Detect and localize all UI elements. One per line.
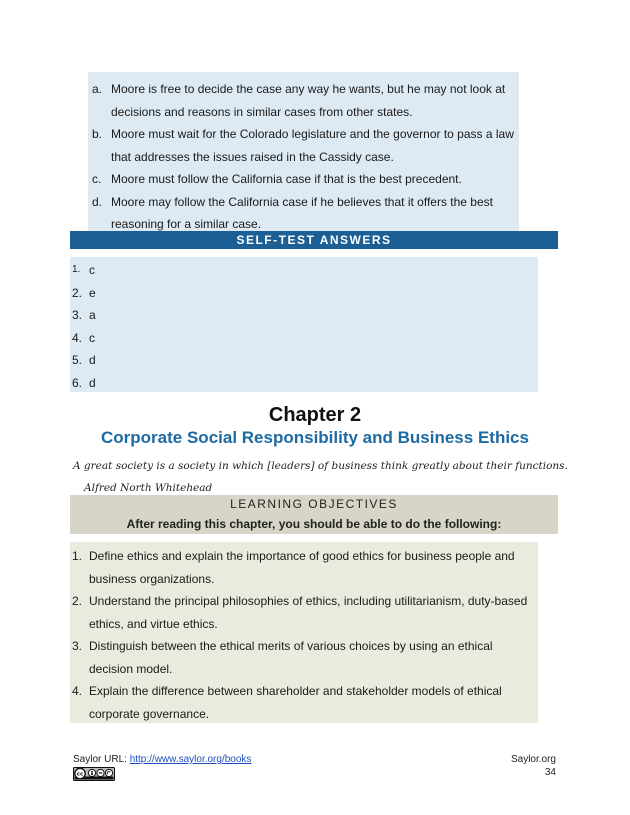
quiz-option-letter: c. — [92, 172, 102, 186]
answer-letter: a — [89, 308, 96, 322]
learning-objectives-box — [70, 542, 538, 723]
learning-objectives-list — [70, 545, 538, 725]
quiz-options-box — [88, 72, 519, 232]
objective-text: Understand the principal philosophies of ethics, including utilitarianism, duty-based ethics, and virtue ethics. — [89, 594, 528, 631]
quiz-option — [88, 191, 519, 236]
chapter-title: Corporate Social Responsibility and Business Ethics — [101, 428, 529, 447]
answer-row — [70, 259, 270, 282]
answer-row — [70, 304, 270, 327]
quiz-option — [88, 168, 519, 191]
quiz-option-text: Moore may follow the California case if he believes that it offers the best reasoning for a similar case. — [111, 194, 493, 231]
answer-number: 1. — [72, 264, 81, 275]
learning-objectives-title: LEARNING OBJECTIVES — [230, 497, 398, 511]
answer-number: 2. — [72, 285, 83, 300]
answer-row — [70, 282, 270, 305]
quiz-option-letter: a. — [92, 82, 103, 96]
quiz-option-text: Moore must wait for the Colorado legislature and the governor to pass a law that addresses the issues raised in the Cassidy case. — [111, 127, 514, 164]
quiz-option-text: Moore is free to decide the case any way he wants, but he may not look at decisions and reasons in similar cases from other states. — [111, 82, 506, 119]
answer-letter: c — [89, 330, 95, 345]
svg-text:cc: cc — [76, 771, 84, 778]
epigraph-author: Alfred North Whitehead — [84, 482, 213, 494]
quiz-option-text: Moore must follow the California case if that is the best precedent. — [111, 172, 462, 186]
answer-number: 6. — [72, 375, 83, 390]
self-test-answers-list — [70, 259, 270, 394]
objective-number: 1. — [72, 549, 83, 563]
objective-item — [70, 635, 538, 680]
objective-text: Explain the difference between shareholder and stakeholder models of ethical corporate governance. — [89, 684, 502, 721]
quiz-option — [88, 123, 519, 168]
objective-text: Distinguish between the ethical merits of various choices by using an ethical decision model. — [89, 639, 493, 676]
answer-number: 4. — [72, 330, 83, 345]
objective-number: 2. — [72, 594, 83, 608]
saylor-books-link[interactable]: http://www.saylor.org/books — [129, 754, 252, 765]
quiz-options-list — [88, 78, 519, 236]
quiz-option — [88, 78, 519, 123]
self-test-answers-header: SELF-TEST ANSWERS — [70, 231, 558, 249]
footer-url — [73, 754, 251, 765]
answer-letter: c — [89, 263, 95, 277]
answer-row — [70, 349, 270, 372]
answer-letter: d — [89, 375, 96, 390]
self-test-answers-box — [70, 257, 538, 392]
quiz-option-letter: d. — [92, 194, 103, 209]
page-number: 34 — [544, 767, 556, 778]
answer-letter: e — [89, 285, 96, 300]
learning-objectives-header — [70, 495, 558, 534]
learning-objectives-subtitle: After reading this chapter, you should be able to do the following: — [126, 517, 502, 531]
objective-item — [70, 680, 538, 725]
footer-url-label: Saylor URL: — [73, 754, 130, 765]
answer-letter: d — [89, 353, 96, 367]
chapter-number: Chapter 2 — [268, 404, 362, 426]
footer-site: Saylor.org — [510, 754, 556, 765]
objective-text: Define ethics and explain the importance of good ethics for business people and business organizations. — [89, 549, 515, 586]
answer-row — [70, 327, 270, 350]
epigraph-quote: A great society is a society in which [leaders] of business think greatly about their functions. — [73, 460, 568, 472]
answer-number: 5. — [72, 353, 83, 367]
answer-row — [70, 372, 270, 395]
answer-number: 3. — [72, 308, 83, 322]
objective-number: 3. — [72, 639, 83, 653]
objective-item — [70, 545, 538, 590]
objective-item — [70, 590, 538, 635]
creative-commons-license-icon[interactable] — [73, 767, 115, 781]
objective-number: 4. — [72, 684, 83, 698]
quiz-option-letter: b. — [92, 127, 103, 141]
